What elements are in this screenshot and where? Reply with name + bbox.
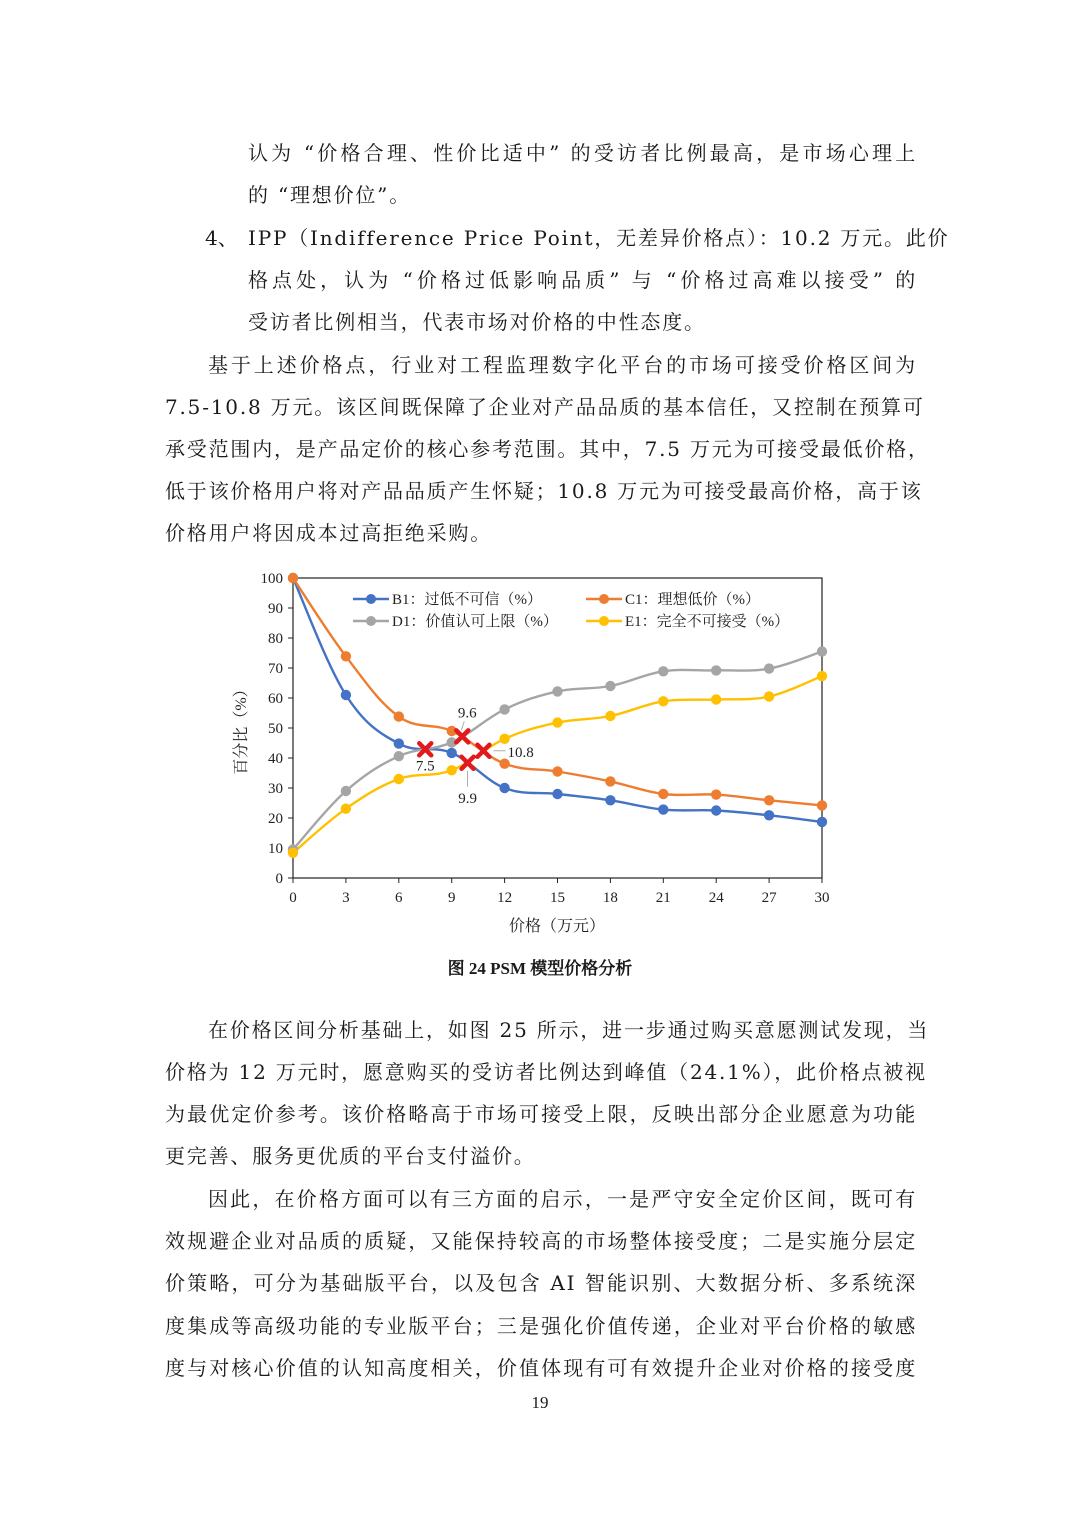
data-point: [341, 786, 351, 796]
y-tick-label: 80: [268, 631, 283, 647]
x-tick-label: 3: [342, 890, 350, 906]
y-tick-label: 0: [275, 871, 283, 887]
x-tick-label: 21: [655, 890, 671, 906]
legend-marker: [599, 594, 609, 604]
data-point: [552, 789, 562, 799]
text-line: 因此，在价格方面可以有三方面的启示，一是严守安全定价区间，既可有: [208, 1187, 917, 1211]
crossing-label: 9.9: [458, 790, 477, 807]
data-point: [711, 789, 721, 799]
text-line: 效规避企业对品质的质疑，又能保持较高的市场整体接受度；二是实施分层定: [165, 1229, 917, 1253]
legend-marker: [599, 616, 609, 626]
x-tick-label: 12: [497, 890, 513, 906]
x-tick-label: 18: [602, 890, 618, 906]
data-point: [605, 776, 615, 786]
text-line: 更完善、服务更优质的平台支付溢价。: [165, 1144, 536, 1168]
text-line: 基于上述价格点，行业对工程监理数字化平台的市场可接受价格区间为: [208, 353, 917, 377]
data-point: [341, 804, 351, 814]
text-line: 价格用户将因成本过高拒绝采购。: [165, 521, 492, 545]
data-point: [605, 681, 615, 691]
legend-label: E1：完全不可接受（%）: [625, 614, 790, 630]
data-point: [447, 748, 457, 758]
text-line: 的 “理想价位”。: [248, 183, 412, 207]
data-point: [658, 804, 668, 814]
crossing-marker: [456, 705, 477, 742]
crossing-label: 10.8: [507, 744, 534, 761]
series-line-3: [293, 676, 822, 853]
text-line: 度与对核心价值的认知高度相关，价值体现有可有效提升企业对价格的接受度: [165, 1356, 917, 1380]
data-point: [764, 691, 774, 701]
text-line: 受访者比例相当，代表市场对价格的中性态度。: [248, 310, 706, 334]
text-line: 承受范围内，是产品定价的核心参考范围。其中，7.5 万元为可接受最低价格，: [165, 437, 930, 461]
y-axis-label: 百分比（%）: [233, 681, 250, 775]
data-point: [499, 704, 509, 714]
data-point: [817, 800, 827, 810]
y-tick-label: 70: [268, 661, 283, 677]
x-tick-label: 0: [289, 890, 297, 906]
data-point: [394, 774, 404, 784]
crossing-label: 7.5: [415, 758, 435, 775]
y-tick-label: 60: [268, 691, 283, 707]
data-point: [341, 690, 351, 700]
y-tick-label: 90: [268, 601, 283, 617]
legend-item: [586, 590, 760, 608]
y-tick-label: 30: [268, 781, 283, 797]
data-point: [658, 789, 668, 799]
data-point: [605, 711, 615, 721]
data-point: [658, 696, 668, 706]
crossing-marker: [477, 745, 533, 761]
data-point: [764, 663, 774, 673]
x-tick-label: 27: [761, 890, 777, 906]
data-point: [817, 671, 827, 681]
y-tick-label: 20: [268, 811, 283, 827]
crossing-marker: [458, 757, 477, 807]
data-point: [711, 694, 721, 704]
y-tick-label: 100: [260, 571, 283, 587]
data-point: [394, 738, 404, 748]
x-tick-label: 6: [395, 890, 403, 906]
text-line: 为最优定价参考。该价格略高于市场可接受上限，反映出部分企业愿意为功能: [165, 1102, 917, 1126]
text-line: 格点处，认为 “价格过低影响品质” 与 “价格过高难以接受” 的: [248, 268, 917, 292]
data-point: [711, 805, 721, 815]
data-point: [552, 717, 562, 727]
x-axis-label: 价格（万元）: [508, 918, 606, 935]
text-line: 7.5-10.8 万元。该区间既保障了企业对产品品质的基本信任，又控制在预算可: [165, 395, 925, 419]
data-point: [394, 751, 404, 761]
text-line: 在价格区间分析基础上，如图 25 所示，进一步通过购买意愿测试发现，当: [208, 1018, 930, 1042]
text-line: IPP（Indifference Price Point，无差异价格点）：10.2 万元。此价: [248, 226, 950, 250]
series-line-2: [293, 652, 822, 850]
data-point: [288, 848, 298, 858]
x-tick-label: 9: [447, 890, 456, 906]
y-tick-label: 40: [268, 751, 283, 767]
text-line: 价策略，可分为基础版平台，以及包含 AI 智能识别、大数据分析、多系统深: [165, 1271, 917, 1295]
y-tick-label: 50: [268, 721, 283, 737]
data-point: [764, 795, 774, 805]
data-point: [499, 734, 509, 744]
data-point: [552, 766, 562, 776]
data-point: [552, 686, 562, 696]
data-point: [288, 573, 298, 583]
data-point: [764, 810, 774, 820]
legend-item: [586, 613, 789, 630]
data-point: [447, 765, 457, 775]
legend-label: D1：价值认可上限（%）: [392, 614, 558, 630]
text-line: 认为 “价格合理、性价比适中” 的受访者比例最高，是市场心理上: [248, 141, 917, 165]
legend-marker: [366, 594, 376, 604]
y-tick-label: 10: [268, 841, 283, 857]
x-tick-label: 30: [814, 890, 830, 906]
figure-caption: 图 24 PSM 模型价格分析: [447, 959, 633, 978]
data-point: [658, 666, 668, 676]
text-line: 低于该价格用户将对产品品质产生怀疑；10.8 万元为可接受最高价格，高于该: [165, 479, 923, 503]
data-point: [499, 783, 509, 793]
text-line: 度集成等高级功能的专业版平台；三是强化价值传递，企业对平台价格的敏感: [165, 1314, 917, 1338]
data-point: [817, 817, 827, 827]
data-point: [605, 795, 615, 805]
data-point: [341, 651, 351, 661]
list-number: 4、: [205, 226, 238, 250]
x-tick-label: 15: [550, 890, 565, 906]
crossing-label: 9.6: [457, 705, 477, 722]
x-tick-label: 24: [708, 890, 724, 906]
data-point: [394, 711, 404, 721]
page-number: 19: [531, 1393, 549, 1412]
text-line: 价格为 12 万元时，愿意购买的受访者比例达到峰值（24.1%），此价格点被视: [165, 1060, 927, 1084]
data-point: [817, 646, 827, 656]
legend-item: [353, 591, 542, 608]
legend-item: [353, 612, 558, 630]
legend-marker: [366, 616, 376, 626]
legend-label: B1：过低不可信（%）: [392, 592, 543, 608]
data-point: [711, 665, 721, 675]
legend-label: C1：理想低价（%）: [625, 592, 761, 608]
